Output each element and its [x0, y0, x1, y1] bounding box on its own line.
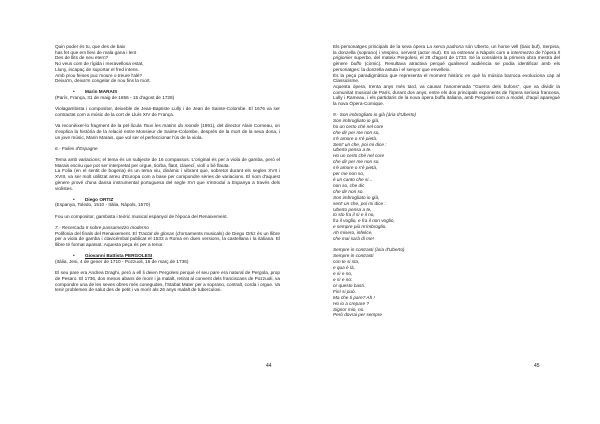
lyric-line: ho un certo chè nel core [333, 123, 384, 129]
lyric-line: Son imbrogliato io già, [333, 194, 380, 200]
composer-info: (Itàlia, Jesi, 4 de gener de 1710 - Pozzuoli, 16 de març de 1736) [55, 258, 189, 264]
lyric-line: Uberto pensa a te. [333, 147, 372, 153]
lyric-line: Ho un certo chè nel core [333, 153, 385, 159]
lyric-line: Però dovrai per sempre [333, 312, 382, 318]
lyric-line: non so, che dic [333, 182, 365, 188]
lyric-line: s'è amore o s'è pietà. [333, 135, 378, 141]
treatise-title: Tractat de glosas [138, 230, 175, 236]
bullet-icon: • [73, 196, 75, 202]
lyric-line: Finì si può. [333, 288, 356, 294]
paragraph: Fou un compositor, gambista i teòric musical espanyol de l'època del Renaixement. [55, 213, 228, 219]
lyric-line: Signor mio, no. [333, 306, 365, 312]
lyric-line: fra il voglio, e fra il non voglio, [333, 218, 395, 224]
lyric-line: e sì e no, [333, 271, 353, 277]
bullet-icon: • [73, 89, 75, 95]
lyrics-block [333, 247, 560, 318]
lyric-line: Uberto pensa a te, [333, 206, 372, 212]
page-number: 45 [534, 363, 540, 369]
lyric-line: che dir non so. [333, 188, 364, 194]
paragraph: Polifonia del finals del Renaixement. El Tractat de glosas (d'ornaments musicals) de Diego Ortiz és un llibre per a viola de gamba i clavicèmbal publicat el 1533 a Roma en dues versions, la castellana i la italiana. El llibre té format apaïsat. Aquesta peça és per a tenor. [55, 230, 281, 247]
lyric-line: che dir per me non so, [333, 159, 380, 165]
paragraph: La Folia (en el sentit de bogeria) és un tema viu, dinàmic i vibrant que, sobretot durant els segles XVII i XVIII, va ser molt utilitzat arreu d'Europa com a base per compondre sèries de variacions. El nom d'aquest gènere prové d'una dansa instrumental portuguesa del segle XVI que s'introduí a Espanya a través dels violistes. [55, 168, 280, 191]
lyric-line: Io sto fra il sì e il no, [333, 212, 375, 218]
lyric-line: Son imbrogliato io già, [333, 117, 380, 123]
composer-info: (Espanya, Toledo, 1510 - Itàlia, Nàpols, 1570) [55, 202, 151, 208]
page-number: 44 [266, 363, 272, 369]
lyric-line: e sempre più m'imbroglio. [333, 224, 387, 230]
composer-name: Diego ORTIZ [85, 196, 114, 202]
paragraph: És la peça paradigmàtica que representa el moment històric en què la música barroca evoluciona cap al Classicisme. [333, 72, 560, 84]
piece-heading: 6.- Folies d'Espagne [55, 145, 98, 151]
composer-name: Giovanni Battista PERGOLESI [85, 253, 153, 259]
lyric-line: sent' un che, poi mi dice : [333, 200, 386, 206]
lyric-line: Sent' un che, poi mi dice : [333, 141, 387, 147]
lyric-line: Sempre in contrasti (ària d'Uberto) [333, 247, 405, 253]
poem [55, 44, 280, 84]
lyric-line: e sì e no: [333, 277, 353, 282]
lyric-line: or questo basti. [333, 282, 366, 288]
poem-line: Lluny, incapaç de suportar el fred intens. [55, 66, 140, 72]
lyric-line: s'è amore o s'è pietà, [333, 165, 378, 171]
paragraph: Violagambista i compositor, deixeble de Jean-Baptiste Lully i de Jean de Sainte-Colombe. El 1676 va ser contractat com a músic de la cort de Lluís XIV de França. [55, 106, 280, 118]
lyrics-block [333, 118, 560, 242]
paragraph: Tema amb variacions; el tema és un subjecte de 16 compassos. L'original és per a viola de gamba, però el Marais escriu que pot ser interpretat per orgue, tiorba, flaüt, clavecí, violí o bé flauta. [55, 157, 280, 168]
poem-line: No veus com de rígida i meravellosa estat, [55, 61, 144, 67]
poem-line: Amb prou feines puc moure o treure l'alè? [55, 72, 143, 78]
poem-line: Deixa'm, deixa'm congelar de nou fins la mort. [55, 78, 151, 84]
paragraph: El seu pare era Andrea Draghi, però a ell li deien Pergolesi perquè el seu pare era natural de Pergola, prop de Pesaro. El 1736, dos mesos abans de morir i ja malalt, retirat al convent dels franciscans de Pozzuoli, va compondre una de les seves obres més conegudes, l'Stabat Mater per a soprano, contralt, corda i orgue. Va tenir problemes de salut des de petit i va morir als 26 anys malalt de tuberculosi. [55, 270, 280, 293]
composer-name: Marin MARAIS [85, 89, 118, 95]
composer-info: (París, França, 31 de maig de 1656 - 15 d'agost de 1728) [55, 95, 175, 101]
lyric-line: Ma che ti pare? Ah ! [333, 294, 375, 300]
lyric-line: Ho io a crepare ? [333, 300, 369, 306]
lyric-line: Ah misero, infelice, [333, 230, 373, 236]
poem-line: Des de llits de neu etern? [55, 55, 109, 61]
poem-line: has fet que em llevi de mala gana i lent [55, 49, 137, 55]
lyric-line: per me non so, [333, 171, 365, 177]
lyric-line: che dir per me non so, [333, 129, 380, 135]
film-title: Tous les matins du monde [143, 123, 199, 129]
bullet-icon: • [73, 253, 75, 259]
lyric-line: è un canto che si... [333, 177, 373, 182]
opera-title: La serva padrona [426, 44, 464, 49]
paragraph: Aquesta òpera, trenta anys més tard, va causar l'anomenada "Guerra dels bufons", que va dividir la comunitat musical de París, durant dos anys, entre els dos principals exponents de l'òpera seriosa francesa, Lully i Rameau, i els partidaris de la nova òpera buffa italiana, amb Pergolesi com a model, d'aquí apareguè la nova Òpera-Comique. [333, 83, 560, 107]
piece-heading: 7.- Recercada II sobre passamezzo moderno [55, 224, 149, 230]
lyric-line: con te si sta, [333, 259, 360, 265]
piece-heading: 9.- Son imbrogliato io già (ària d'Uberto) [333, 112, 416, 118]
lyric-line: che mai sarà di me! [333, 236, 374, 242]
lyric-line: Sempre in contrasti [333, 253, 374, 259]
paragraph: Els personatges principals de la seva òpera La serva padrona són Uberto, un home vell (baix buf), Serpina, la donzella (soprano) i Vespino, servent (actor mut). Es va estrenar a Nàpols com a intermezzo de l'òpera Il prigionier superbo, del mateix Pergolesi, el 28 d'agost de 1733. Se la considera la primera obra mestra del gènere buffo (còmic). Resultava atractiva perquè qualsevol audiència se podia identificar amb els personatges: la donzella astuta i el senyor que envelleix. [333, 44, 561, 72]
lyric-line: e qua è là, [333, 265, 355, 271]
paragraph: Va reconèixer-lo fragment de la pel·lícula Tous les matins du monde (1991), del director Alain Corneau, on s'explica la història de la relació entre Monsieur de Sainte-Colombe, després de la mort de la seva dona, i un jove músic, Marin Marais, que vol ser el perfeccionar l'ús de la viola. [55, 123, 281, 140]
right-page [300, 0, 600, 424]
poem-line: Quin poder és tu, que des de baix [55, 44, 126, 49]
